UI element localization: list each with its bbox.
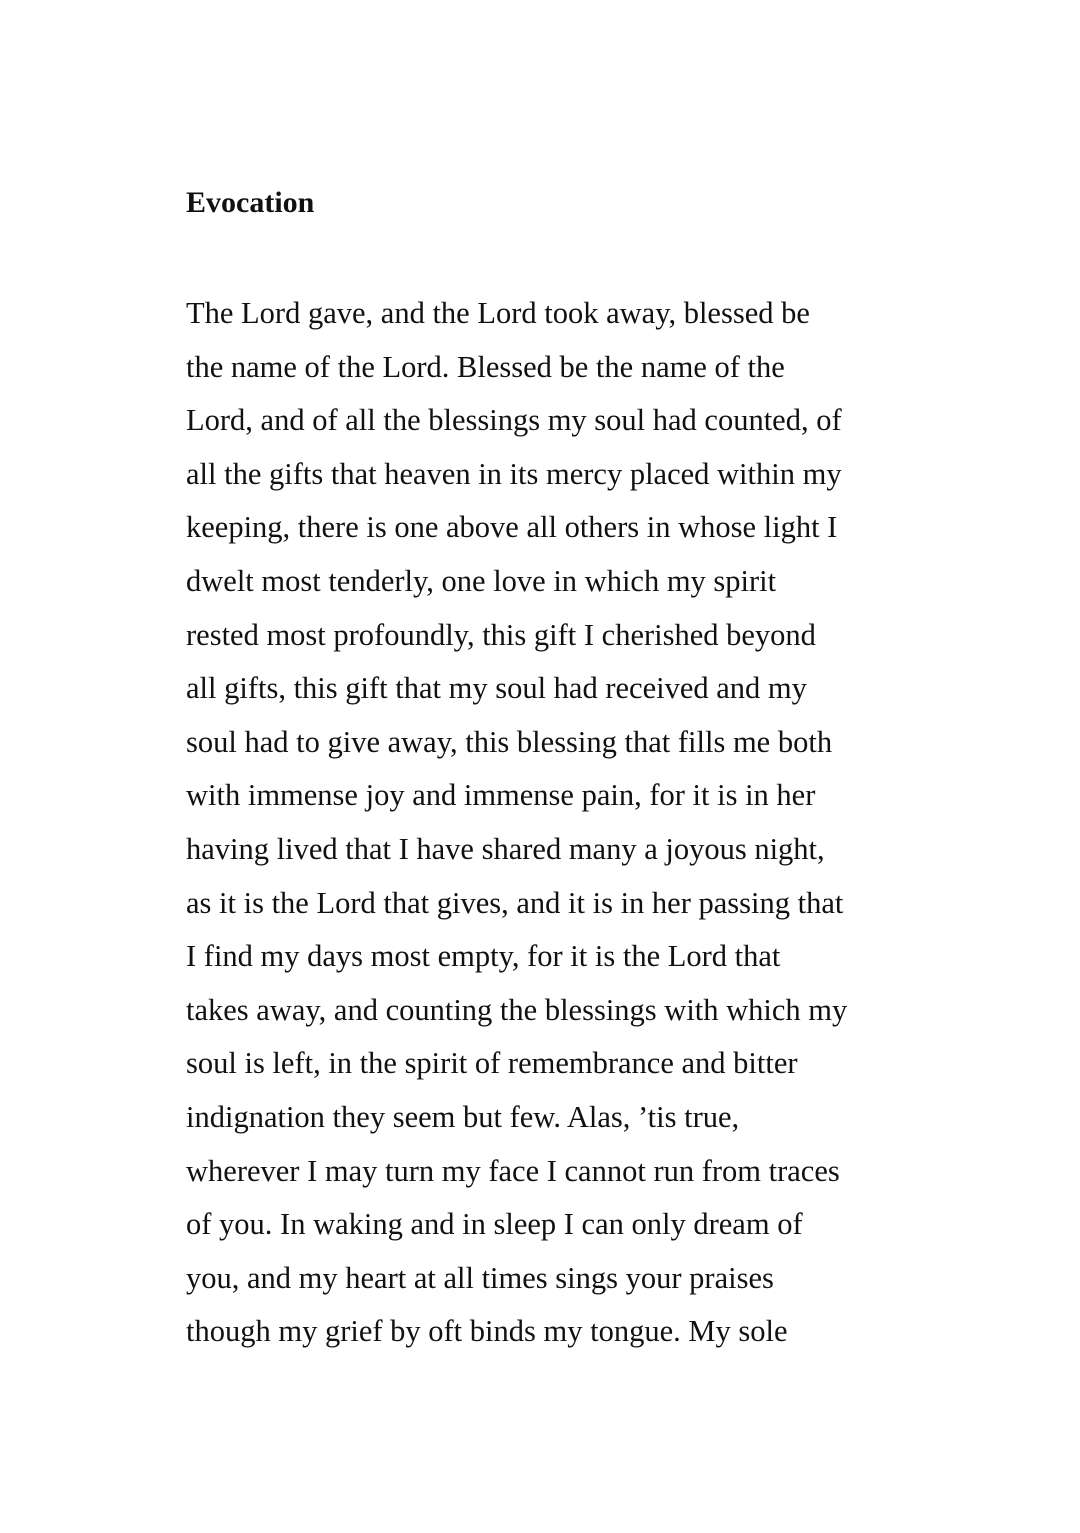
text-line: all gifts, this gift that my soul had received and my (186, 671, 807, 706)
text-line: keeping, there is one above all others in whose light I (186, 510, 838, 545)
text-line: rested most profoundly, this gift I cherished beyond (186, 617, 816, 652)
text-line: of you. In waking and in sleep I can only dream of (186, 1207, 803, 1242)
text-line: soul had to give away, this blessing that fills me both (186, 724, 833, 759)
body-paragraph (186, 291, 906, 1363)
text-line: dwelt most tenderly, one love in which my spirit (186, 563, 777, 598)
text-line: I find my days most empty, for it is the Lord that (186, 939, 781, 974)
text-line: you, and my heart at all times sings your praises (186, 1260, 774, 1295)
text-line: Lord, and of all the blessings my soul had counted, of (186, 403, 842, 438)
text-line: takes away, and counting the blessings with which my (186, 992, 848, 1027)
text-line: soul is left, in the spirit of remembrance and bitter (186, 1046, 798, 1081)
text-line: all the gifts that heaven in its mercy placed within my (186, 456, 842, 491)
text-line: wherever I may turn my face I cannot run from traces (186, 1153, 840, 1188)
text-line: having lived that I have shared many a joyous night, (186, 831, 825, 866)
text-line: though my grief by oft binds my tongue. My sole (186, 1314, 788, 1349)
text-line: indignation they seem but few. Alas, ’tis true, (186, 1099, 740, 1134)
text-line: as it is the Lord that gives, and it is in her passing that (186, 885, 844, 920)
text-line: with immense joy and immense pain, for it is in her (186, 778, 816, 813)
text-line: The Lord gave, and the Lord took away, blessed be (186, 296, 810, 330)
document-title: Evocation (186, 186, 315, 219)
text-line: the name of the Lord. Blessed be the name of the (186, 349, 785, 384)
